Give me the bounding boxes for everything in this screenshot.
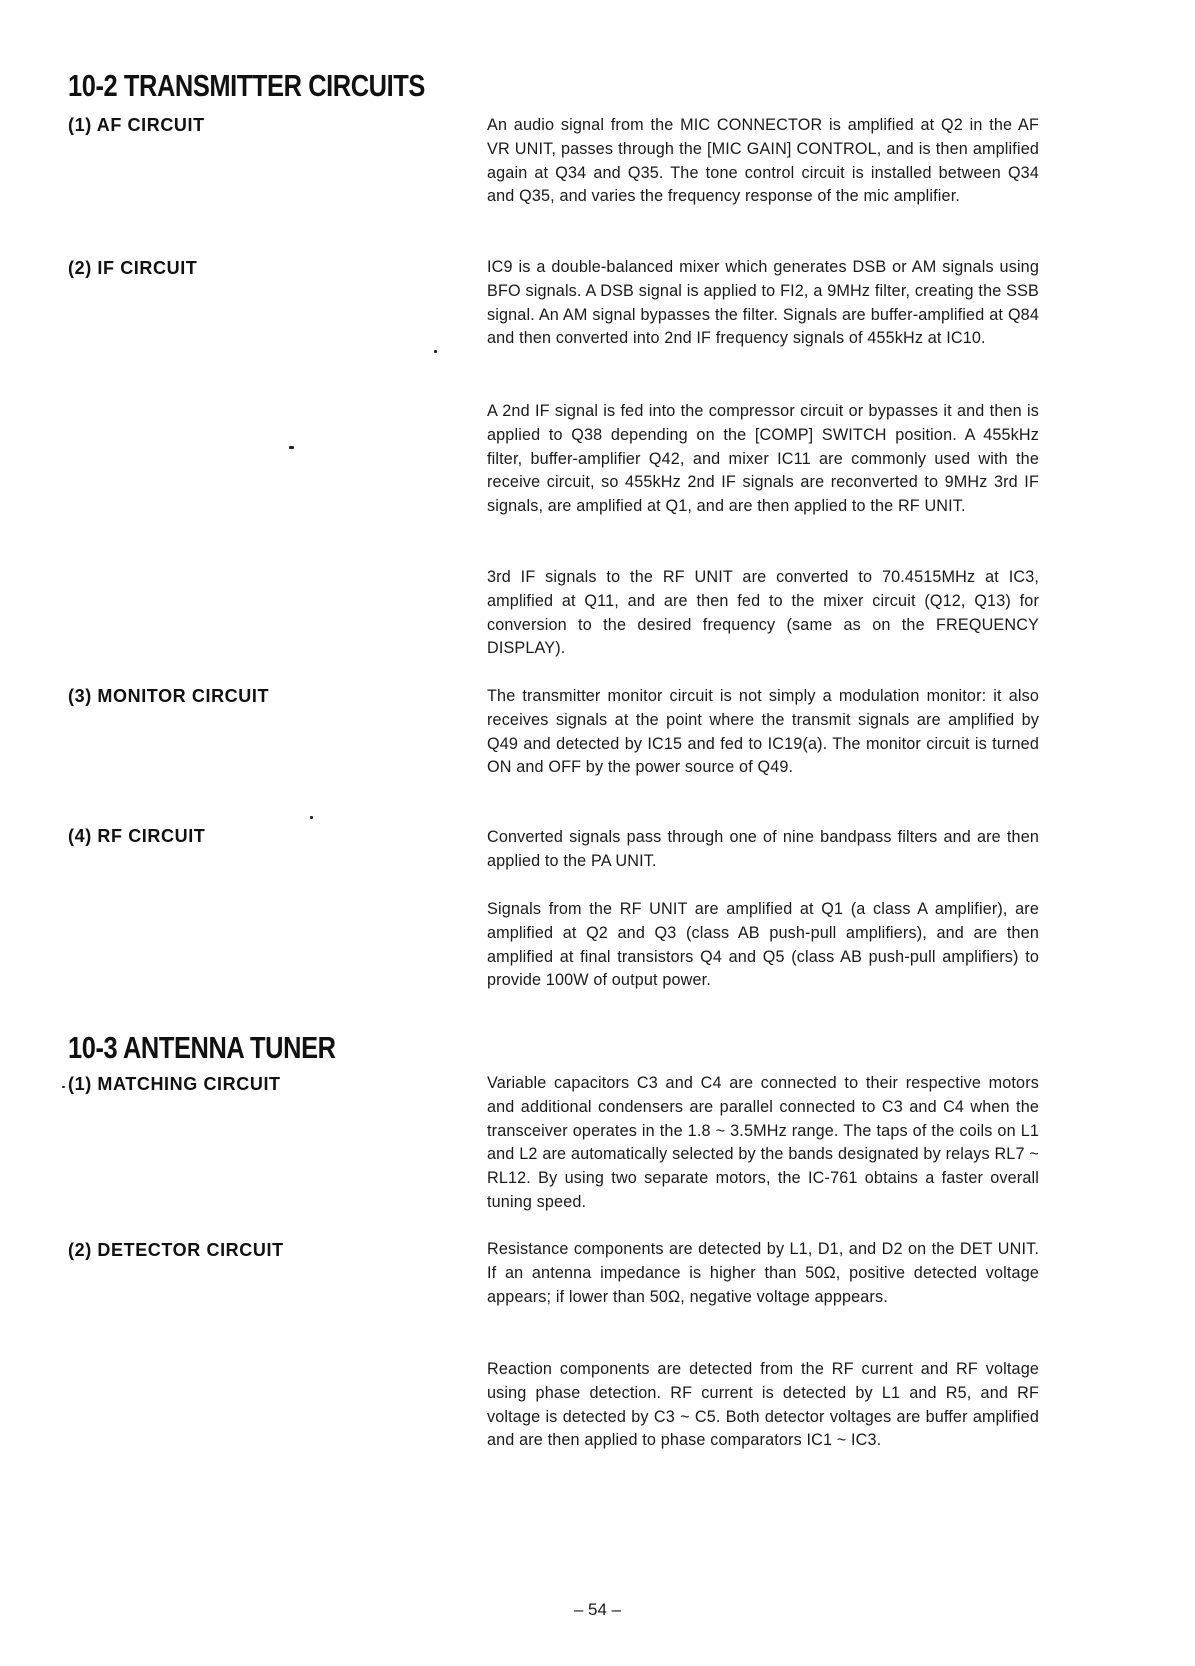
paragraph-if-circuit-2: A 2nd IF signal is fed into the compressor circuit or bypasses it and then is applied to Q38 depending on the [COMP] SWITCH position. A 455kHz filter, buffer-amplifier Q42, and mixer IC11 are commonly used with the receive circuit, so 455kHz 2nd IF signals are reconverted to 9MHz 3rd IF signals, are amplified at Q1, and are then applied to the RF UNIT. bbox=[487, 402, 1039, 516]
paragraph-af-circuit: An audio signal from the MIC CONNECTOR is amplified at Q2 in the AF VR UNIT, passes through the [MIC GAIN] CONTROL, and is then amplified again at Q34 and Q35. The tone control circuit is installed between Q34 and Q35, and varies the frequency response of the mic amplifier. bbox=[487, 116, 1039, 206]
paragraph-matching-circuit: Variable capacitors C3 and C4 are connected to their respective motors and additional condensers are parallel connected to C3 and C4 when the transceiver operates in the 1.8 ~ 3.5MHz range. The taps of the coils on L1 and L2 are automatically selected by the bands designated by relays RL7 ~ RL12. By using two separate motors, the IC-761 obtains a faster overall tuning speed. bbox=[487, 1074, 1039, 1211]
paragraph-detector-circuit-2: Reaction components are detected from the RF current and RF voltage using phase detection. RF current is detected by L1 and R5, and RF voltage is detected by C3 ~ C5. Both detector voltages are buffer amplified and are then applied to phase comparators IC1 ~ IC3. bbox=[487, 1360, 1039, 1450]
scan-speck bbox=[310, 816, 313, 819]
heading-if-circuit: (2) IF CIRCUIT bbox=[68, 258, 198, 278]
page-number: – 54 – bbox=[573, 1600, 622, 1619]
heading-monitor-circuit: (3) MONITOR CIRCUIT bbox=[68, 686, 270, 706]
scan-speck bbox=[434, 350, 437, 353]
paragraph-if-circuit-3: 3rd IF signals to the RF UNIT are converted to 70.4515MHz at IC3, amplified at Q11, and are then fed to the mixer circuit (Q12, Q13) for conversion to the desired frequency (same as on the FREQUENCY DISPLAY). bbox=[487, 568, 1039, 658]
scan-speck bbox=[62, 1086, 65, 1088]
paragraph-rf-circuit-2: Signals from the RF UNIT are amplified at Q1 (a class A amplifier), are amplified at Q2 and Q3 (class AB push-pull amplifiers), and are then amplified at final transistors Q4 and Q5 (class AB push-pull amplifiers) to provide 100W of output power. bbox=[487, 900, 1039, 990]
section-title-transmitter-circuits: 10-2 TRANSMITTER CIRCUITS bbox=[68, 68, 425, 103]
heading-detector-circuit: (2) DETECTOR CIRCUIT bbox=[68, 1240, 284, 1260]
heading-matching-circuit: (1) MATCHING CIRCUIT bbox=[68, 1074, 281, 1094]
scan-speck bbox=[289, 446, 294, 449]
heading-rf-circuit: (4) RF CIRCUIT bbox=[68, 826, 206, 846]
paragraph-if-circuit-1: IC9 is a double-balanced mixer which generates DSB or AM signals using BFO signals. A DSB signal is applied to FI2, a 9MHz filter, creating the SSB signal. An AM signal bypasses the filter. Signals are buffer-amplified at Q84 and then converted into 2nd IF frequency signals of 455kHz at IC10. bbox=[487, 258, 1039, 348]
paragraph-detector-circuit-1: Resistance components are detected by L1, D1, and D2 on the DET UNIT. If an antenna impedance is higher than 50Ω, positive detected voltage appears; if lower than 50Ω, negative voltage apppears. bbox=[487, 1240, 1039, 1306]
paragraph-monitor-circuit: The transmitter monitor circuit is not simply a modulation monitor: it also receives signals at the point where the transmit signals are amplified by Q49 and detected by IC15 and fed to IC19(a). The monitor circuit is turned ON and OFF by the power source of Q49. bbox=[487, 687, 1039, 777]
paragraph-rf-circuit-1: Converted signals pass through one of nine bandpass filters and are then applied to the PA UNIT. bbox=[487, 828, 1039, 870]
section-title-antenna-tuner: 10-3 ANTENNA TUNER bbox=[68, 1030, 336, 1065]
heading-af-circuit: (1) AF CIRCUIT bbox=[68, 115, 205, 135]
